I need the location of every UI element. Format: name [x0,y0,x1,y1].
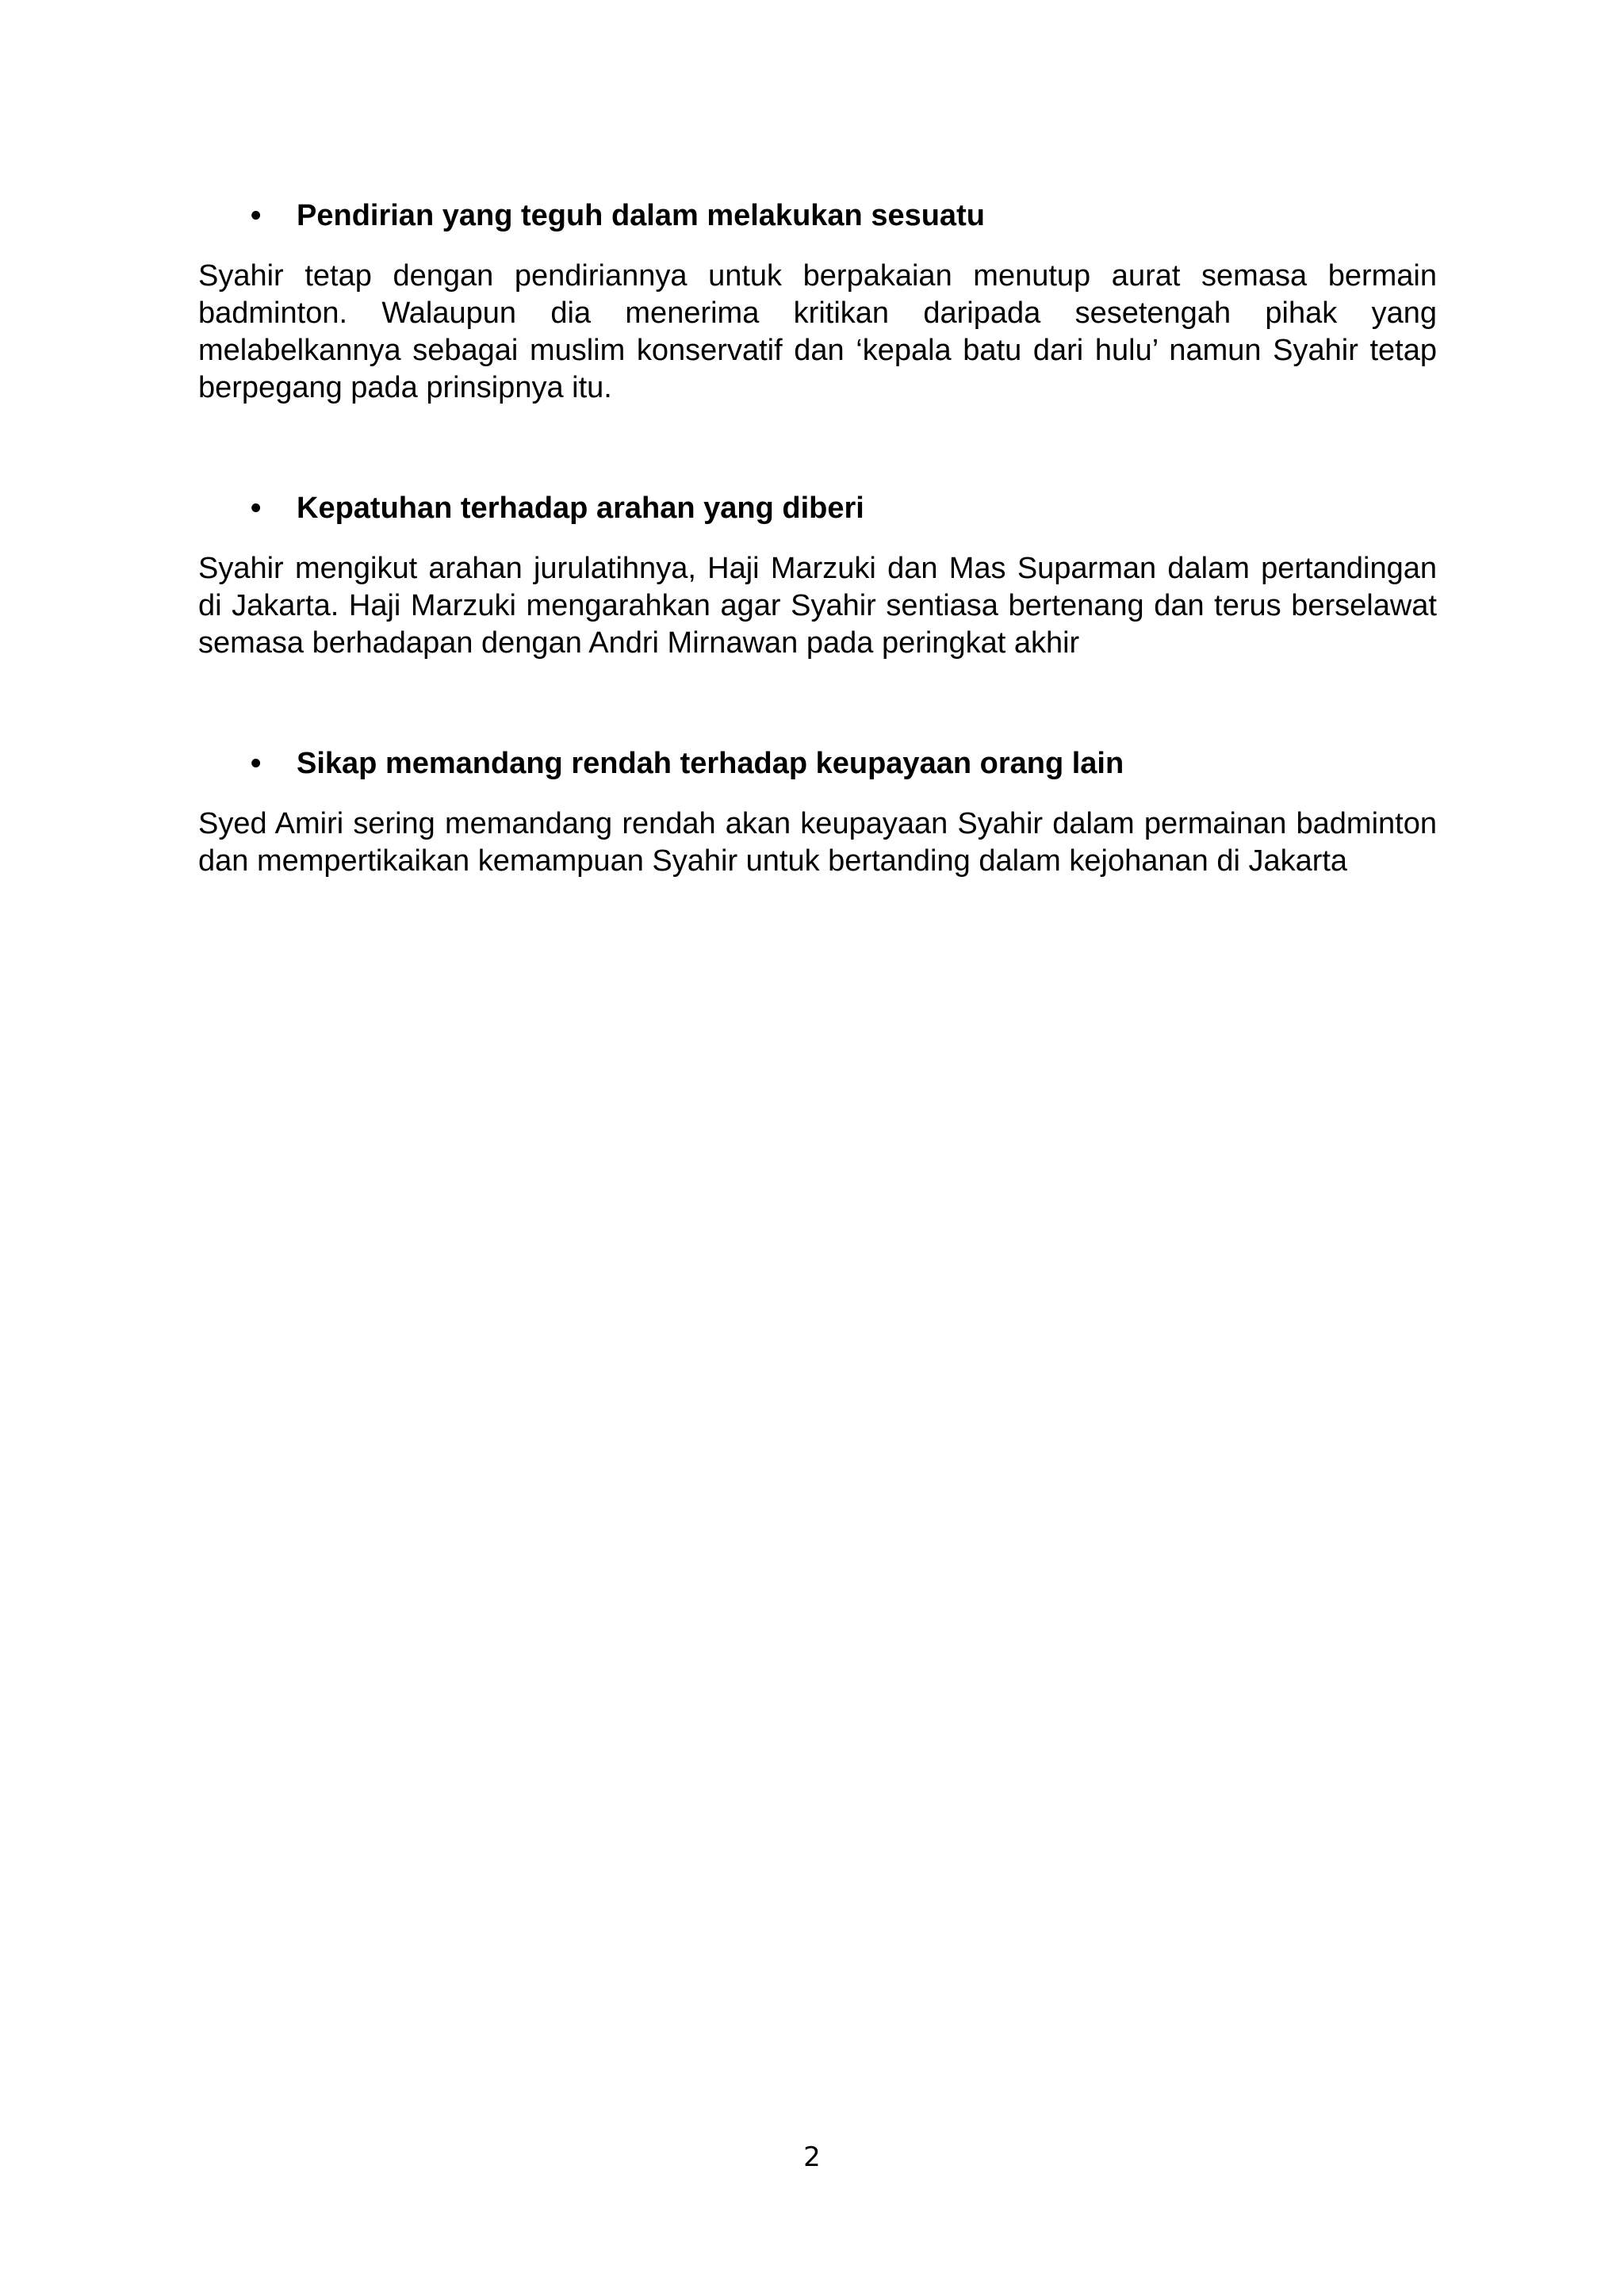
section-heading-row [198,744,1437,783]
section-paragraph: Syahir mengikut arahan jurulatihnya, Haji Marzuki dan Mas Suparman dalam pertandingan di Jakarta. Haji Marzuki mengarahkan agar Syahir sentiasa bertenang dan terus berselawat semasa berhadapan dengan Andri Mirnawan pada peringkat akhir [198,552,1437,660]
bullet-icon: • [251,492,262,525]
section-heading: Sikap memandang rendah terhadap keupayaan orang lain [297,747,1124,780]
section-heading: Pendirian yang teguh dalam melakukan sesuatu [297,199,985,232]
bullet-icon: • [251,199,262,232]
section-paragraph: Syed Amiri sering memandang rendah akan keupayaan Syahir dalam permainan badminton dan mempertikaikan kemampuan Syahir untuk bertanding dalam kejohanan di Jakarta [198,807,1437,878]
bullet-icon: • [251,747,262,780]
section-kepatuhan [198,489,1437,662]
section-heading: Kepatuhan terhadap arahan yang diberi [297,492,864,525]
section-heading-row [198,197,1437,235]
section-pendirian [198,197,1437,407]
section-sikap [198,744,1437,880]
page-number: 2 [803,2141,821,2173]
section-heading-row [198,489,1437,527]
section-paragraph: Syahir tetap dengan pendiriannya untuk berpakaian menutup aurat semasa bermain badminton. Walaupun dia menerima kritikan daripada sesetengah pihak yang melabelkannya sebagai muslim konservatif dan ‘kepala batu dari hulu’ namun Syahir tetap berpegang pada prinsipnya itu. [198,259,1437,404]
